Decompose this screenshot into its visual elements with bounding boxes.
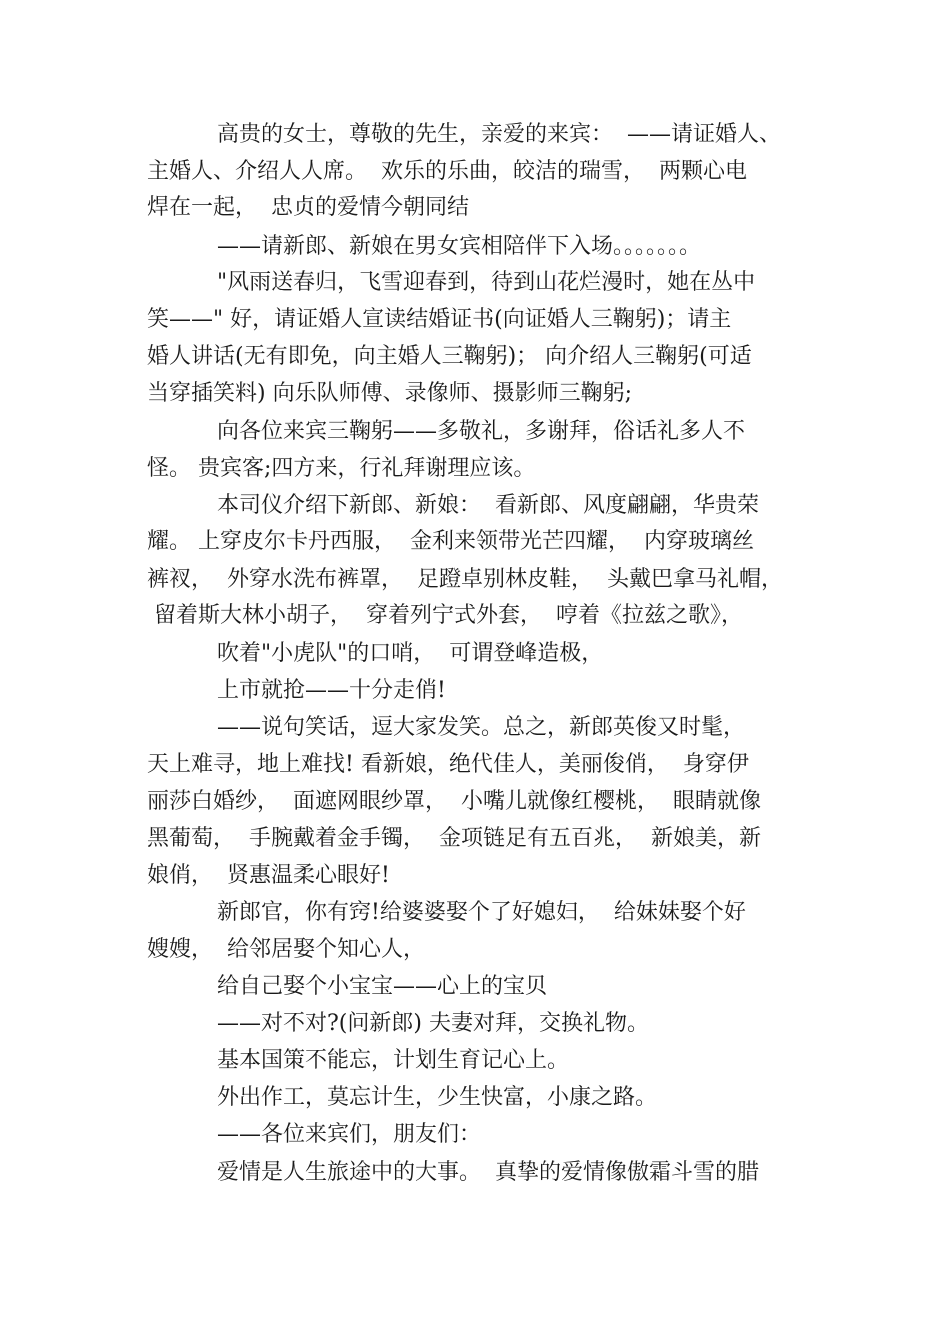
text-line: 黑葡萄， 手腕戴着金手镯， 金项链足有五百兆， 新娘美，新	[147, 826, 761, 851]
text-line: ——各位来宾们，朋友们：	[217, 1122, 482, 1147]
text-line: 外出作工，莫忘计生，少生快富，小康之路。	[217, 1085, 658, 1110]
text-line: 高贵的女士，尊敬的先生，亲爱的来宾： ——请证婚人、	[217, 122, 781, 147]
text-line: 耀。 上穿皮尔卡丹西服， 金利来领带光芒四耀， 内穿玻璃丝	[147, 529, 754, 554]
text-line: 吹着"小虎队"的口哨， 可谓登峰造极，	[217, 641, 604, 666]
text-line: 嫂嫂， 给邻居娶个知心人，	[147, 937, 425, 962]
text-line: 婚人讲话(无有即免，向主婚人三鞠躬)； 向介绍人三鞠躬(可适	[147, 344, 752, 369]
text-line: 娘俏， 贤惠温柔心眼好!	[147, 863, 390, 888]
text-line: ——对不对?(问新郎) 夫妻对拜，交换礼物。	[217, 1011, 649, 1036]
text-line: 天上难寻，地上难找! 看新娘，绝代佳人，美丽俊俏， 身穿伊	[147, 752, 749, 777]
text-line: 留着斯大林小胡子， 穿着列宁式外套， 哼着《拉兹之歌》，	[147, 603, 743, 628]
text-line: 主婚人、介绍人人席。 欢乐的乐曲，皎洁的瑞雪， 两颗心电	[147, 159, 747, 184]
text-line: 丽莎白婚纱， 面遮网眼纱罩， 小嘴儿就像红樱桃， 眼睛就像	[147, 789, 761, 814]
text-line: 当穿插笑料) 向乐队师傅、录像师、摄影师三鞠躬;	[147, 381, 632, 406]
text-line: 向各位来宾三鞠躬——多敬礼，多谢拜，俗话礼多人不	[217, 419, 746, 444]
text-line: 焊在一起， 忠贞的爱情今朝同结	[147, 195, 469, 220]
text-line: 裤衩， 外穿水洗布裤罩， 足蹬卓别林皮鞋， 头戴巴拿马礼帽，	[147, 567, 783, 592]
text-line: ——说句笑话，逗大家发笑。总之，新郎英俊又时髦，	[217, 715, 746, 740]
text-line: 上市就抢——十分走俏!	[217, 678, 446, 703]
text-line: 新郎官，你有窍!给婆婆娶个了好媳妇， 给妹妹娶个好	[217, 900, 746, 925]
text-line: 怪。 贵宾客;四方来，行礼拜谢理应该。	[147, 456, 536, 481]
text-line: "风雨送春归，飞雪迎春到，待到山花烂漫时，她在丛中	[217, 270, 756, 295]
text-line: 给自己娶个小宝宝——心上的宝贝	[217, 974, 548, 999]
text-line: 爱情是人生旅途中的大事。 真挚的爱情像傲霜斗雪的腊	[217, 1160, 759, 1185]
text-line: 基本国策不能忘，计划生育记心上。	[217, 1048, 570, 1073]
text-line: ——请新郎、新娘在男女宾相陪伴下入场。。。。。。。	[217, 234, 702, 259]
text-line: 本司仪介绍下新郎、新娘： 看新郎、风度翩翩，华贵荣	[217, 493, 759, 518]
text-line: 笑——" 好，请证婚人宣读结婚证书(向证婚人三鞠躬)；请主	[147, 307, 732, 332]
